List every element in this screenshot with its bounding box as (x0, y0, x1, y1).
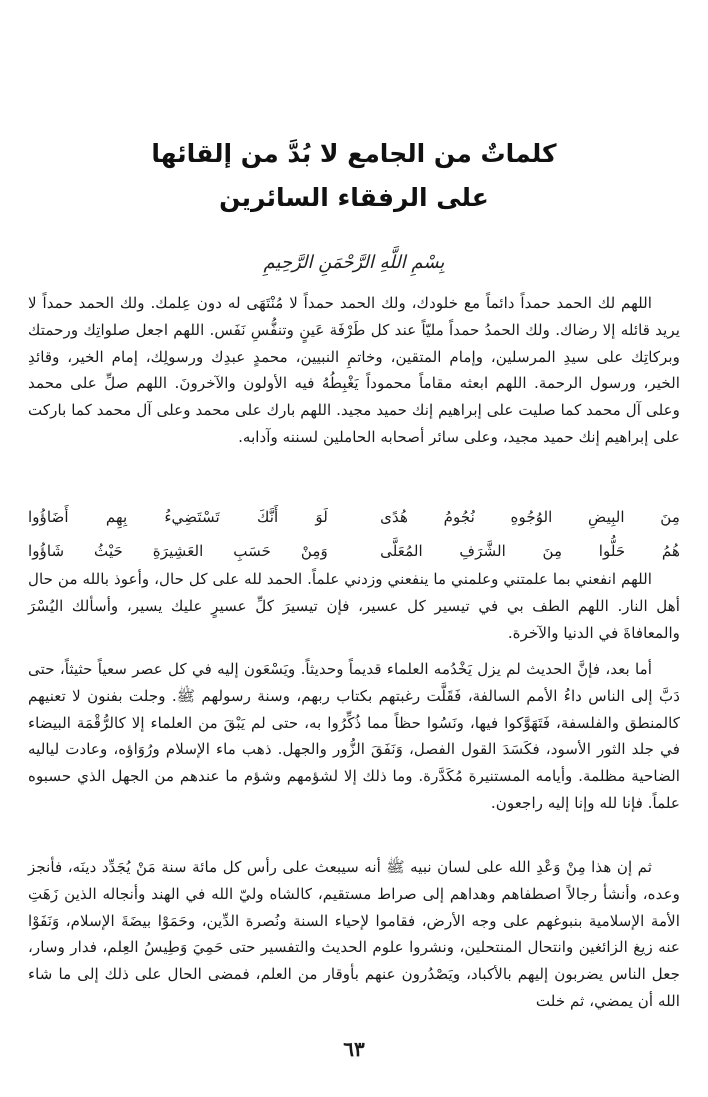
paragraph-introduction (28, 656, 680, 817)
poem-verse (28, 500, 680, 534)
paragraph-supplication (28, 566, 680, 646)
poem-hemistich-second: لَوَ أَنَّكَ تَسْتَضِيءُ بِهِم أَضَاؤُوا (28, 508, 328, 526)
paragraph-renewal (28, 854, 680, 1015)
poem-hemistich-second: وَمِنْ حَسَبِ العَشِيرَةِ حَيْثُ شَاؤُوا (28, 542, 328, 560)
poem (28, 500, 680, 568)
paragraph-text: اللهم انفعني بما علمتني وعلمني ما ينفعني وزدني علماً. الحمد لله على كل حال، وأعوذ بالله من حال أهل النار. اللهم الطف بي في تيسير كل عسير، فإن تيسيرَ كلِّ عسيرٍ عليك يسير، وأسألك اليُسْرَ والمعافاةَ في الدنيا والآخرة. (28, 570, 680, 642)
chapter-title-line-1: كلماتٌ من الجامع لا بُدَّ من إلقائها (151, 139, 557, 168)
chapter-title (0, 132, 708, 220)
paragraph-text: أما بعد، فإنَّ الحديث لم يزل يَخْدُمه العلماء قديماً وحديثاً. ويَسْعَون إليه في كل عصر سعياً حثيثاً، حتى دَبَّ إلى الناس داءُ الأمم السالفة، فَقَلَّت رغبتهم بكتاب ربهم، وسنة رسولهم ﷺ. وجلت بفنون لا تعنيهم كالمنطق والفلسفة، فَتَهَوَّكوا فيها، ونَسُوا حظاً مما ذُكِّرُوا به، حتى لم يَبْقَ من العلماء إلا كالرُّقْمَة البيضاء في جلد الثور الأسود، فكَسَدَ القول الفصل، وَنَفَقَ الزُّور والجهل. ذهب ماء الإسلام ورُوَاؤه، وعادت لياليه الضاحية مظلمة. وأيامه المستنيرة مُكَدَّرة. وما ذلك إلا لشؤمهم وشؤم ما عندهم من الجهل الذي حسبوه علماً. فإنا لله وإنا إليه راجعون. (28, 660, 680, 812)
basmala: بِسْمِ اللَّهِ الرَّحْمَنِ الرَّحِيمِ (263, 252, 445, 273)
poem-hemistich-first: هُمُ حَلُّوا مِنَ الشَّرَفِ المُعَلَّى (380, 542, 680, 560)
paragraph-text: اللهم لك الحمد حمداً دائماً مع خلودك، ولك الحمد حمداً لا مُنْتَهَى له دون عِلمك. ولك الحمد حمداً لا يريد قائله إلا رضاك. ولك الحمدُ حمداً مليّاً عند كل طَرْفَة عَينٍ وتنفُّسِ نَفَس. اللهم اجعل صلواتِك ورحمتك وبركاتِك على سيدِ المرسلين، وإمام المتقين، وخاتمِ النبيين، محمدٍ عبدِك ورسولِك، إمام الخير، وقائدِ الخير، ورسول الرحمة. اللهم ابعثه مقاماً محموداً يَغْبِطُهُ فيه الأولون والآخرونَ. اللهم صلِّ على محمد وعلى آل محمد كما صليت على إبراهيم إنك حميد مجيد. اللهم بارك على محمد وعلى آل محمد كما باركت على إبراهيم إنك حميد مجيد، وعلى سائر أصحابه الحاملين لسننه وآدابه. (28, 294, 680, 446)
paragraph-opening-prayer (28, 290, 680, 451)
page-number: ٦٣ (343, 1037, 365, 1061)
poem-hemistich-first: مِنَ البِيضِ الوُجُوهِ نُجُومُ هُدًى (380, 508, 680, 526)
poem-verse (28, 534, 680, 568)
chapter-title-line-2: على الرفقاء السائرين (219, 183, 489, 212)
paragraph-text: ثم إن هذا مِنْ وَعْدِ الله على لسان نبيه ﷺ أنه سيبعث على رأس كل مائة سنة مَنْ يُجَدِّد دينَه، فأنجز وعده، وأنشأ رجالاً اصطفاهم وهداهم إلى صراط مستقيم، كالشاه وليّ الله في الهند وأنجاله الذين زَهَتِ الأمة الإسلامية بنبوغهم على وجه الأرض، فقاموا لإحياء السنة ونُصرة الدِّين، وحَمَوْا بيضَةَ الإسلام، وَنَفَوْا عنه زيغ الزائغين وانتحال المنتحلين، ونشروا علوم الحديث والتفسير حتى حَمِيَ وَطِيسُ العِلم، فدار وسار، جعل الناس يضربون إليهم بالأكباد، ويَصْدُرون عنهم بأوقار من العلم، فمضى الحال على ذلك إلى ما شاء الله أن يمضي، ثم خلت (28, 858, 680, 1010)
